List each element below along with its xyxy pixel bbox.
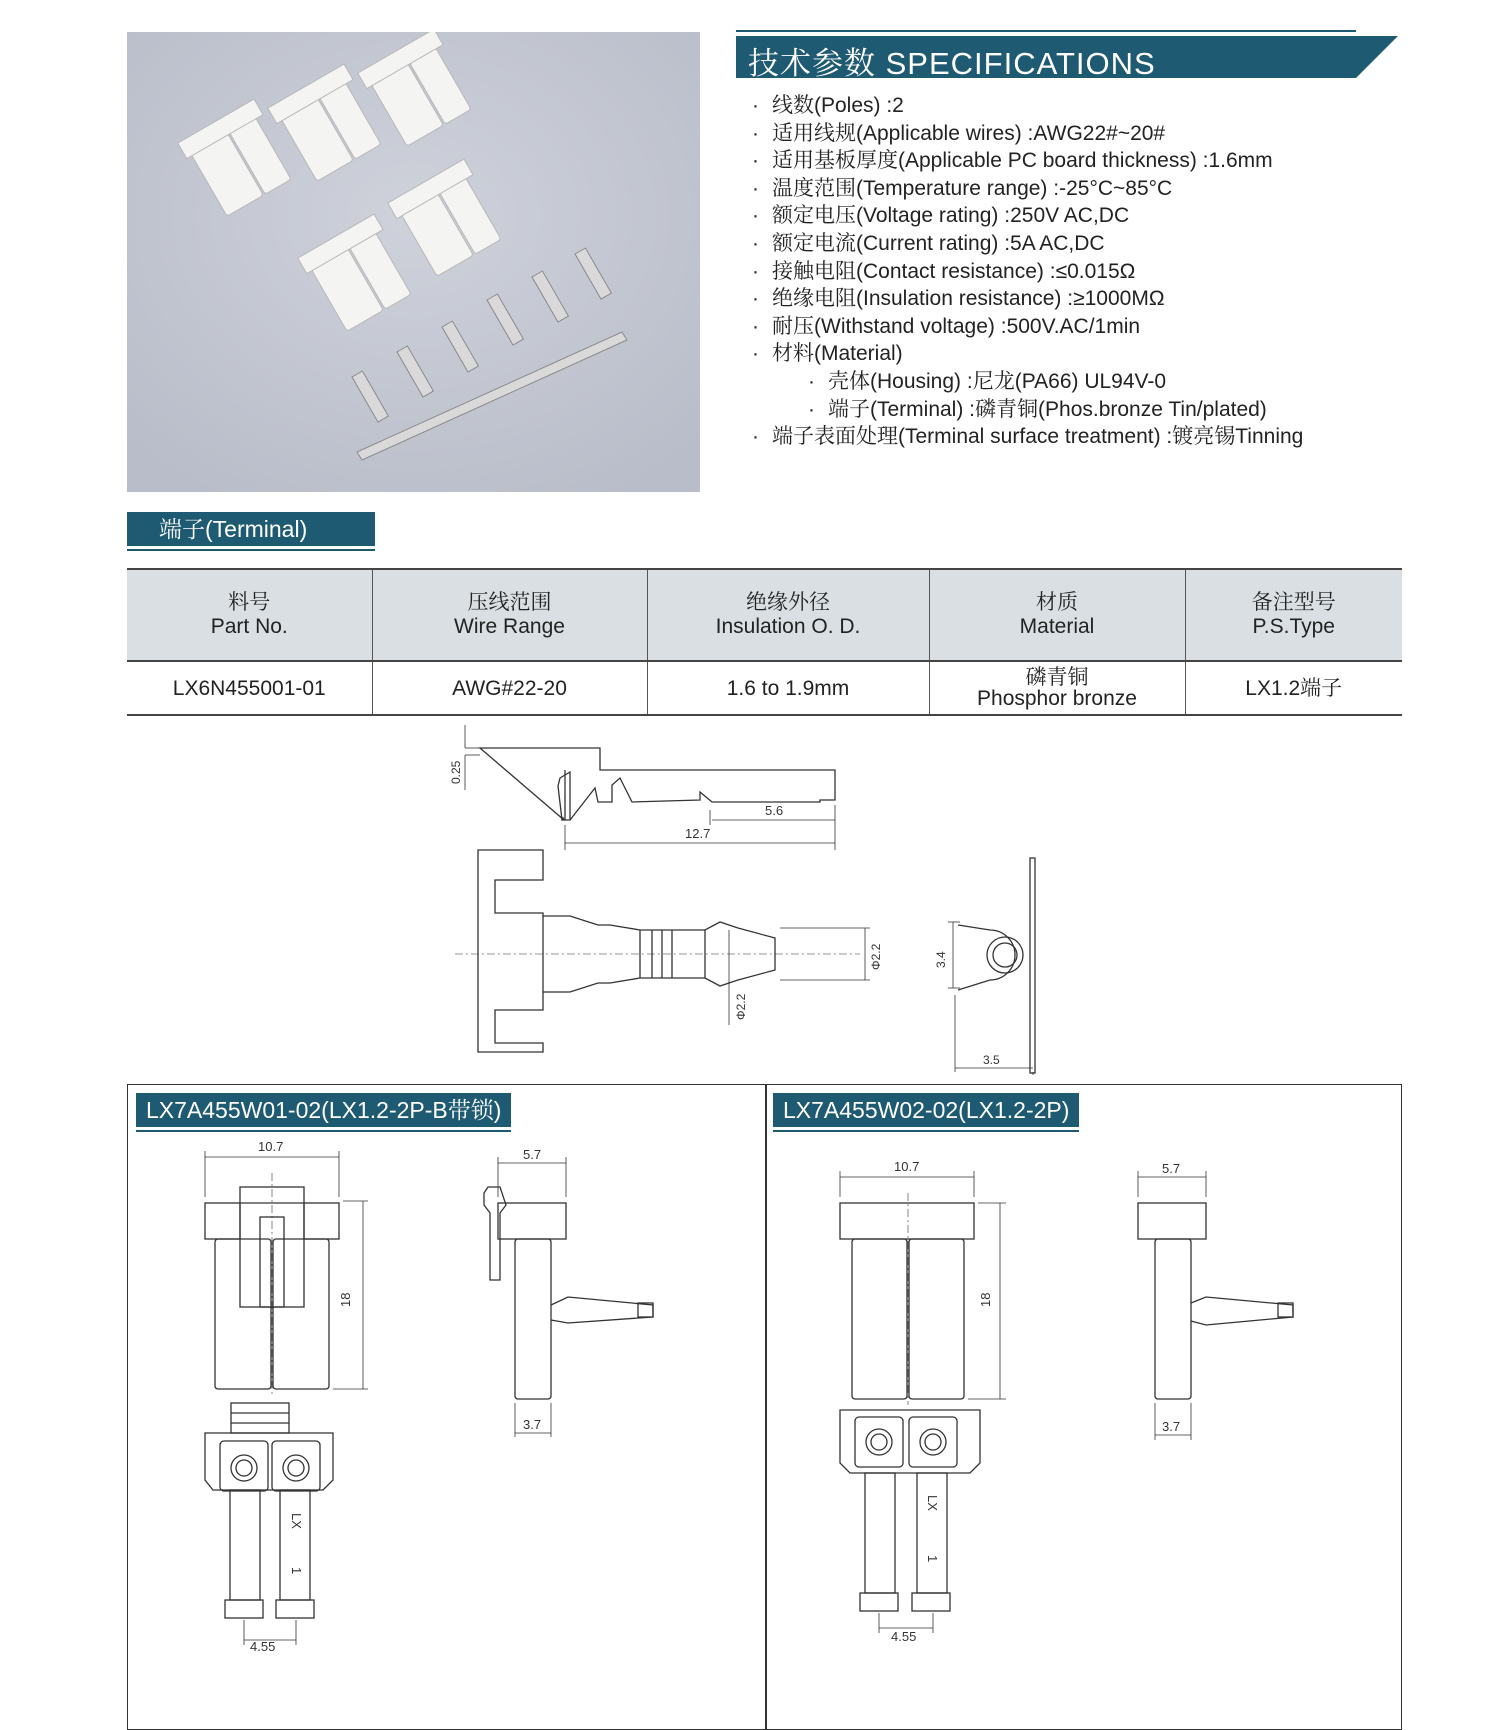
right-side-bottom: 3.7 [1162, 1419, 1181, 1434]
spec-item-text: 端子(Terminal) :磷青铜(Phos.bronze Tin/plated) [828, 397, 1267, 421]
bullet-icon: · [752, 287, 759, 311]
terminal-end-plate [1030, 858, 1035, 1073]
spec-item-text: 线数(Poles) :2 [772, 94, 904, 117]
housing-drawings [128, 1085, 1401, 1729]
table-header-row [127, 569, 1402, 661]
spec-item [752, 285, 1412, 313]
spec-item-text: 温度范围(Temperature range) :-25°C~85°C [772, 176, 1173, 200]
bullet-icon: · [752, 425, 759, 449]
terminal-table [127, 568, 1402, 716]
specifications-header [736, 30, 1401, 81]
spec-item [752, 396, 1412, 424]
bullet-icon: · [752, 94, 759, 117]
left-front-height: 18 [338, 1292, 353, 1307]
cell-insulation-od: 1.6 to 1.9mm [647, 661, 929, 715]
specifications-title: 技术参数 SPECIFICATIONS [748, 46, 1156, 81]
right-front-width: 10.7 [894, 1159, 920, 1174]
bullet-icon: · [752, 342, 759, 366]
cell-part-no: LX6N455001-01 [127, 661, 372, 715]
spec-item [752, 340, 1412, 368]
bullet-icon: · [752, 121, 759, 145]
right-bottom-mark-1: 1 [925, 1555, 940, 1563]
spec-item [752, 202, 1412, 230]
spec-item [752, 423, 1412, 451]
header-rule [736, 30, 1356, 32]
dim-total-length: 12.7 [685, 826, 711, 841]
header-ps-type: 备注型号 P.S.Type [1185, 569, 1402, 661]
right-bottom-mark-lx: LX [925, 1495, 940, 1511]
left-side-bottom: 3.7 [523, 1417, 542, 1432]
dim-end-width: 3.5 [983, 1053, 1000, 1067]
right-side-width: 5.7 [1162, 1161, 1181, 1176]
spec-item [752, 147, 1412, 175]
bullet-icon: · [808, 369, 815, 393]
product-photo [127, 32, 700, 492]
spec-item [752, 230, 1412, 258]
terminal-top-outline [478, 850, 775, 1052]
left-bottom-pitch: 4.55 [250, 1639, 276, 1654]
left-front-width: 10.7 [258, 1139, 284, 1154]
dim-end-height: 3.4 [934, 951, 948, 968]
cell-ps-type: LX1.2端子 [1185, 661, 1402, 715]
model-tab-locking: LX7A455W01-02(LX1.2-2P-B带锁) [136, 1093, 511, 1127]
model-tab-standard: LX7A455W02-02(LX1.2-2P) [773, 1093, 1079, 1127]
spec-item-text: 耐压(Withstand voltage) :500V.AC/1min [772, 314, 1141, 338]
spec-item-text: 材料(Material) [772, 342, 903, 366]
dim-diameter-2: Φ2.2 [734, 993, 748, 1020]
terminal-section-tab: 端子(Terminal) [127, 512, 375, 546]
spec-item [752, 313, 1412, 341]
bullet-icon: · [752, 314, 759, 338]
bullet-icon: · [752, 176, 759, 200]
spec-item [752, 368, 1412, 396]
bullet-icon: · [808, 397, 815, 421]
spec-item-text: 接触电阻(Contact resistance) :≤0.015Ω [772, 259, 1136, 283]
spec-item-text: 额定电流(Current rating) :5A AC,DC [772, 231, 1105, 255]
right-front-height: 18 [978, 1292, 993, 1307]
bullet-icon: · [752, 231, 759, 255]
spec-item-text: 额定电压(Voltage rating) :250V AC,DC [772, 204, 1130, 228]
table-row [127, 661, 1402, 715]
header-insulation-od: 绝缘外径 Insulation O. D. [647, 569, 929, 661]
spec-item-text: 端子表面处理(Terminal surface treatment) :镀亮锡Tinning [772, 425, 1304, 449]
header-wire-range: 压线范围 Wire Range [372, 569, 647, 661]
spec-item-text: 适用线规(Applicable wires) :AWG22#~20# [772, 121, 1166, 145]
bullet-icon: · [752, 259, 759, 283]
dim-crimp-length: 5.6 [765, 803, 784, 818]
spec-item-text: 绝缘电阻(Insulation resistance) :≥1000MΩ [772, 287, 1165, 311]
cell-material: 磷青铜 Phosphor bronze [929, 661, 1185, 715]
terminal-drawing [0, 720, 1500, 1080]
spec-item [752, 92, 1412, 120]
header-bar-corner [1356, 36, 1398, 78]
bullet-icon: · [752, 149, 759, 173]
housing-drawings-frame [127, 1084, 1402, 1730]
spec-item [752, 175, 1412, 203]
header-material: 材质 Material [929, 569, 1185, 661]
left-side-width: 5.7 [523, 1147, 542, 1162]
spec-item-text: 适用基板厚度(Applicable PC board thickness) :1.6mm [772, 149, 1273, 173]
connector-photo-illustration [127, 32, 700, 492]
left-bottom-mark-lx: LX [289, 1513, 304, 1529]
bullet-icon: · [752, 204, 759, 228]
dim-diameter-1: Φ2.2 [869, 943, 883, 970]
spec-item [752, 120, 1412, 148]
right-bottom-pitch: 4.55 [891, 1629, 917, 1644]
dim-thickness: 0.25 [449, 760, 463, 784]
spec-item-text: 壳体(Housing) :尼龙(PA66) UL94V-0 [828, 369, 1167, 393]
specifications-list [752, 92, 1412, 451]
left-bottom-mark-1: 1 [289, 1567, 304, 1575]
header-part-no: 料号 Part No. [127, 569, 372, 661]
spec-item [752, 258, 1412, 286]
cell-wire-range: AWG#22-20 [372, 661, 647, 715]
